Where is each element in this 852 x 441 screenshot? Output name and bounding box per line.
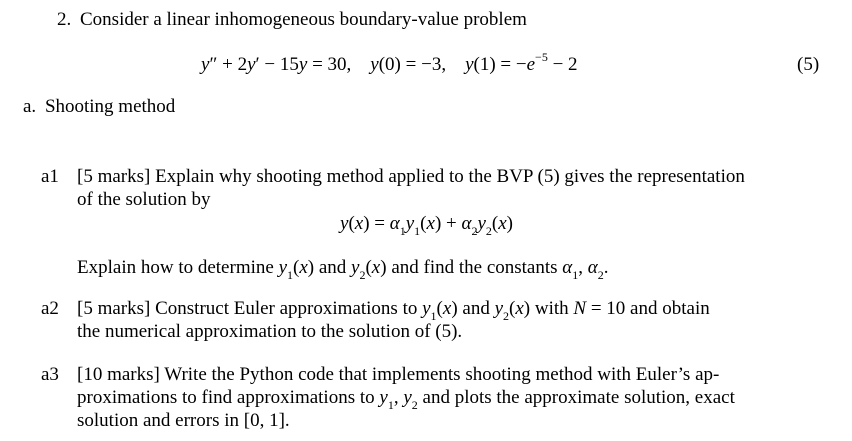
a1-explain-text: Explain how to determine — [77, 257, 274, 278]
a1-and-text: and — [318, 257, 347, 278]
a1-marks: [5 marks] — [77, 166, 151, 187]
section-title: Shooting method — [44, 96, 176, 117]
a2-obtain-text: and obtain — [630, 298, 710, 319]
a2-line1: [5 marks] Construct Euler approximations to $y_1(x)$ and $y_2(x)$ with N = 10 and obtain — [77, 298, 710, 323]
a3-line1 — [77, 363, 719, 386]
a2-with-text: with — [534, 298, 569, 319]
a3-marks: [10 marks] — [77, 364, 160, 385]
a3-text2-post: and plots the approximate solution, exact — [422, 387, 735, 408]
a1-line3: Explain how to determine $y_1(x)$ and $y_2(x)$ and find the constants $\alpha_1$, $\alpha_2$. — [77, 257, 609, 282]
problem-heading — [57, 8, 527, 31]
a3-text2: proximations to find approximations to — [77, 387, 375, 408]
a1-line2: of the solution by — [77, 189, 211, 210]
a3-text3: solution and errors in — [77, 410, 240, 431]
a3-line2: proximations to find approximations to $y_1$, $y_2$ and plots the approximate solution, exact — [77, 387, 735, 412]
a3-text1: Write the Python code that implements shooting method with Euler’s ap- — [164, 364, 720, 385]
section-heading — [23, 95, 175, 118]
a2-text: Construct Euler approximations to — [155, 298, 418, 319]
solution-representation: $y(x) = \alpha_1y_1(x) + \alpha_2y_2(x)$ — [340, 213, 513, 238]
a3-line3 — [77, 409, 290, 432]
a1-line1 — [77, 165, 745, 188]
a2-and-text: and — [462, 298, 490, 319]
a2-n-value: 10 — [606, 298, 626, 319]
section-label: a. — [23, 96, 37, 117]
a3-interval: [0, 1]. — [243, 410, 290, 431]
a1-label: a1 — [41, 166, 59, 187]
problem-title: Consider a linear inhomogeneous boundary-value problem — [80, 9, 527, 30]
equation-number: (5) — [797, 54, 820, 75]
bvp-equation: y″ + 2y′ − 15y = 30, y(0) = −3, $y(1) = -e^{-5} - 2$ — [201, 49, 578, 75]
problem-number: 2. — [57, 9, 72, 30]
a1-find-text: and find the constants — [391, 257, 558, 278]
a2-line2: the numerical approximation to the solution of (5). — [77, 321, 463, 342]
a3-label: a3 — [41, 364, 59, 385]
a2-marks: [5 marks] — [77, 298, 151, 319]
a2-label: a2 — [41, 298, 59, 319]
a1-text1: Explain why shooting method applied to the BVP (5) gives the representation — [155, 166, 745, 187]
